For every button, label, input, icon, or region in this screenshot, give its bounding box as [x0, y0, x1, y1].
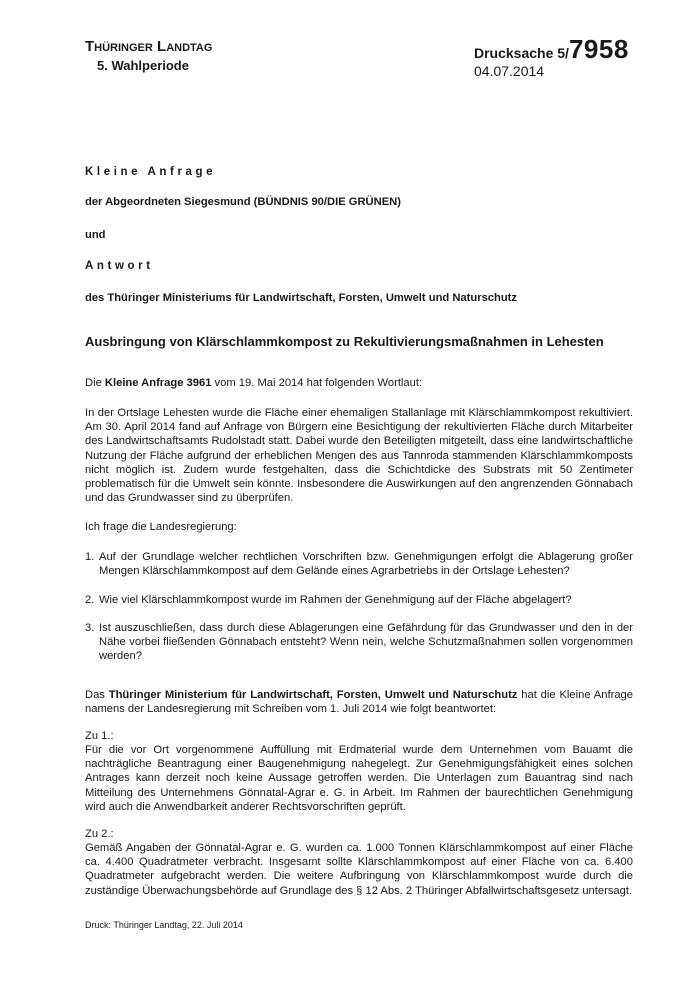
question-text: Ist auszuschließen, dass durch diese Ablagerungen eine Gefährdung für das Grundwasser und den in der Nähe vorbei fließenden Gönnabach entsteht? Wenn nein, welche Schutzmaßnahmen sollen vorgenommen werden? — [99, 622, 633, 663]
question-item — [85, 621, 633, 664]
answer-1-label: Zu 1.: — [85, 730, 114, 742]
letterhead — [85, 38, 212, 74]
doc-type-kleine-anfrage: Kleine Anfrage — [85, 166, 217, 178]
question-item — [85, 593, 633, 607]
doc-type-antwort: Antwort — [85, 260, 154, 272]
und-line: und — [85, 229, 106, 241]
print-footer: Druck: Thüringer Landtag, 22. Juli 2014 — [85, 920, 243, 930]
ministry-line: des Thüringer Ministeriums für Landwirtschaft, Forsten, Umwelt und Naturschutz — [85, 292, 518, 304]
question-number: 1. — [85, 551, 95, 563]
frage-intro: Ich frage die Landesregierung: — [85, 521, 237, 533]
parliament-name: THÜRINGER LANDTAG — [85, 38, 213, 55]
document-date: 04.07.2014 — [474, 63, 545, 79]
legislative-period: 5. Wahlperiode — [97, 58, 189, 73]
submitter-line: der Abgeordneten Siegesmund (BÜNDNIS 90/DIE GRÜNEN) — [85, 196, 401, 208]
question-text: Wie viel Klärschlammkompost wurde im Rahmen der Genehmigung auf der Fläche abgelagert? — [99, 594, 572, 606]
anfrage-intro: Die Kleine Anfrage 3961 vom 19. Mai 2014 hat folgenden Wortlaut: — [85, 377, 423, 389]
drucksache-label: Drucksache 5/ — [474, 45, 569, 61]
question-text: Auf der Grundlage welcher rechtlichen Vorschriften bzw. Genehmigungen erfolgt die Ablagerung großer Mengen Klärschlammkompost auf dem Gelände eines Agrarbetriebs in der Ortslage Lehesten? — [99, 551, 633, 578]
answer-2-text: Gemäß Angaben der Gönnatal-Agrar e. G. wurden ca. 1.000 Tonnen Klärschlammkompost auf einer Fläche ca. 4.400 Quadratmeter verbracht. Insgesamt sollte Klärschlammkompost auf einer Fläche von ca. 6.400 Quadratmeter aufgebracht werden. Die weitere Aufbringung von Klärschlammkompost wurde durch die zuständige Überwachungsbehörde auf Grundlage des § 12 Abs. 2 Thüringer Abfallwirtschaftsgesetz untersagt. — [85, 842, 633, 897]
answer-2-label: Zu 2.: — [85, 828, 114, 840]
question-item — [85, 550, 633, 578]
answer-intro: Das Thüringer Ministerium für Landwirtschaft, Forsten, Umwelt und Naturschutz hat die Kleine Anfrage namens der Landesregierung mit Schreiben vom 1. Juli 2014 wie folgt beantwortet: — [85, 689, 633, 716]
drucksache-number: 7958 — [568, 34, 629, 64]
answer-1-text: Für die vor Ort vorgenommene Auffüllung mit Erdmaterial wurde dem Unternehmen vom Bauamt die nachträgliche Beantragung einer Baugenehmigung nahegelegt. Zur Genehmigungsfähigkeit eines solchen Antrages kann derzeit noch keine Aussage getroffen werden. Die Unterlagen zum Bauantrag sind nach Mitteilung des Unternehmens Gönnatal-Agrar e. G. in Arbeit. Im Rahmen der baurechtlichen Genehmigung wird auch die Anwendbarkeit anderer Rechtsvorschriften geprüft. — [85, 744, 633, 813]
anfrage-body: In der Ortslage Lehesten wurde die Fläche einer ehemaligen Stallanlage mit Klärschlammkompost rekultiviert. Am 30. April 2014 fand auf Anfrage von Bürgern eine Besichtigung der rekultivierten Fläche durch Mitarbeiter des Landwirtschaftsamts Rudolstadt statt. Dabei wurde den Beteiligten mitgeteilt, dass eine landwirtschaftliche Nutzung der Fläche aufgrund der erheblichen Mengen des aus Tannroda stammenden Klärschlammkomposts nicht möglich ist. Zudem wurde festgehalten, dass die Schichtdicke des Substrats mit 50 Zentimeter problematisch für die Umwelt sein könnte. Insbesondere die Auswirkungen auf den angrenzenden Gönnabach und das Grundwasser sind zu überprüfen. — [85, 407, 633, 505]
document-reference — [474, 36, 629, 79]
document-title: Ausbringung von Klärschlammkompost zu Rekultivierungsmaßnahmen in Lehesten — [85, 334, 604, 349]
question-number: 2. — [85, 594, 95, 606]
question-number: 3. — [85, 622, 95, 634]
